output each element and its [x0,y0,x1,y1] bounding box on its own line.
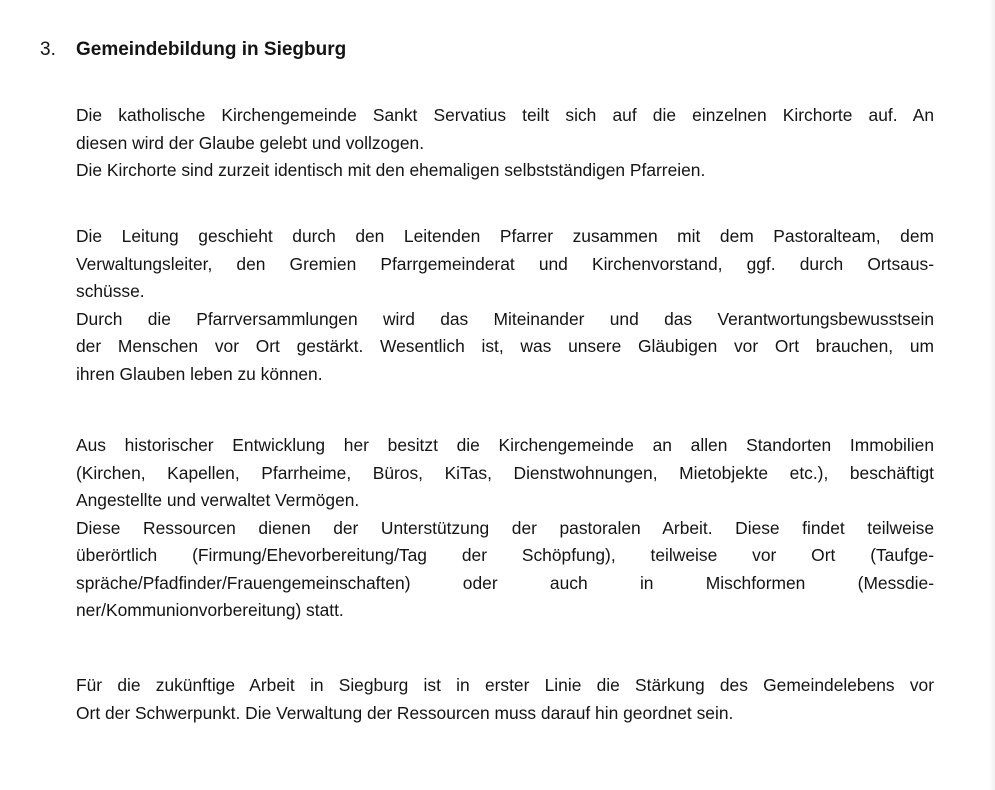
paragraph-zukunft [76,672,934,727]
text-line: der Menschen vor Ort gestärkt. Wesentlich ist, was unsere Gläubigen vor Ort brauchen, um [76,336,934,356]
text-line: Die katholische Kirchengemeinde Sankt Servatius teilt sich auf die einzelnen Kirchorte auf. An [76,105,934,125]
section-title: Gemeindebildung in Siegburg [76,39,347,60]
text-line: Die Kirchorte sind zurzeit identisch mit den ehemaligen selbstständigen Pfarreien. [76,160,706,180]
text-line: Angestellte und verwaltet Vermögen. [76,490,360,510]
section-heading [40,38,346,62]
paragraph-kirchorte [76,102,934,185]
text-line: ner/Kommunionvorbereitung) statt. [76,600,344,620]
text-line: Für die zukünftige Arbeit in Siegburg ist in erster Linie die Stärkung des Gemeindelebens vor [76,675,934,695]
text-line: (Kirchen, Kapellen, Pfarrheime, Büros, KiTas, Dienstwohnungen, Mietobjekte etc.), beschäftigt [76,462,934,483]
text-line: Aus historischer Entwicklung her besitzt die Kirchengemeinde an allen Standorten Immobilien [76,435,934,455]
text-line: spräche/Pfadfinder/Frauengemeinschaften) oder auch in Mischformen (Messdie- [76,572,934,593]
scan-edge-shadow [989,0,995,790]
text-line: ihren Glauben leben zu können. [76,363,323,384]
text-line: schüsse. [76,281,145,301]
text-line: Durch die Pfarrversammlungen wird das Miteinander und das Verantwortungsbewusstsein [76,308,934,329]
text-line: Verwaltungsleiter, den Gremien Pfarrgemeinderat und Kirchenvorstand, ggf. durch Ortsaus- [76,253,934,274]
text-line: Diese Ressourcen dienen der Unterstützung der pastoralen Arbeit. Diese findet teilweise [76,517,934,538]
paragraph-ressourcen [76,432,934,625]
text-line: Die Leitung geschieht durch den Leitenden Pfarrer zusammen mit dem Pastoralteam, dem [76,226,934,246]
paragraph-leitung [76,223,934,388]
text-line: diesen wird der Glaube gelebt und vollzogen. [76,132,425,153]
text-line: überörtlich (Firmung/Ehevorbereitung/Tag der Schöpfung), teilweise vor Ort (Taufge- [76,545,934,565]
text-line: Ort der Schwerpunkt. Die Verwaltung der Ressourcen muss darauf hin geordnet sein. [76,702,734,723]
section-number: 3. [40,39,56,60]
